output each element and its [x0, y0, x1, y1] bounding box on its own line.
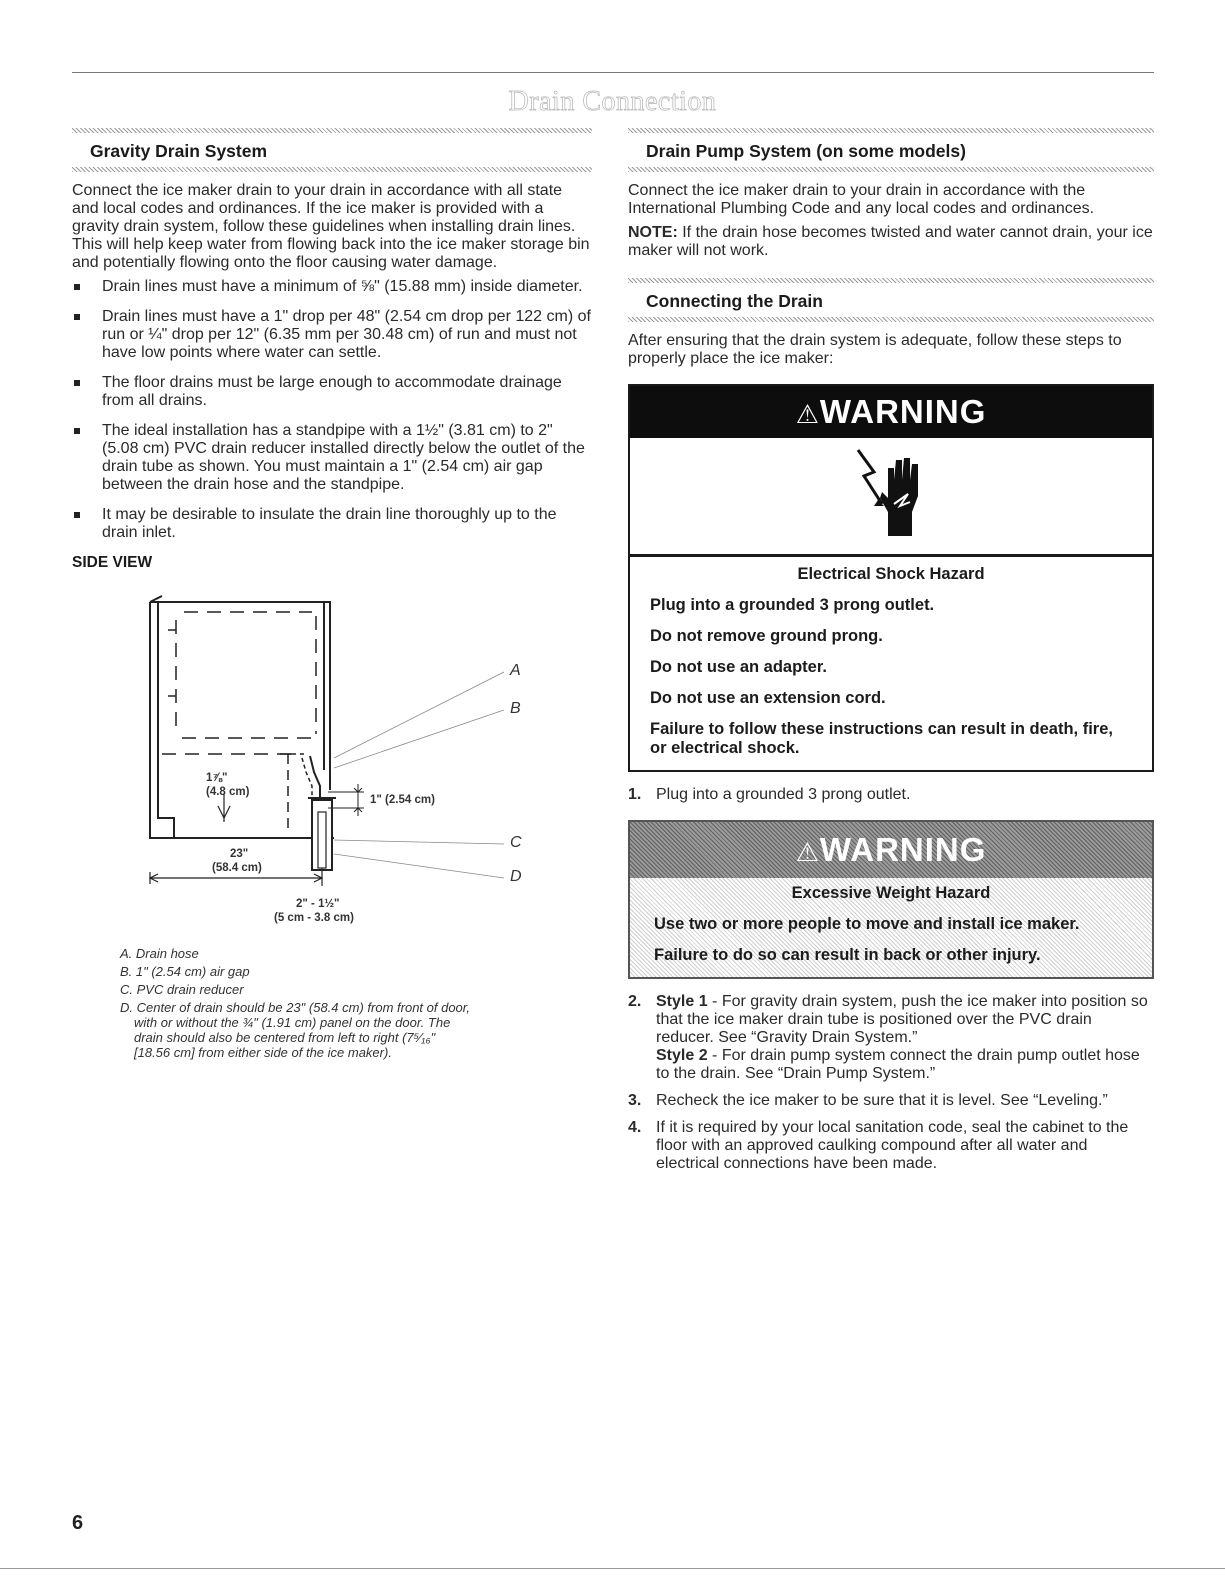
bullet-item — [72, 308, 592, 362]
section-rule — [72, 167, 592, 172]
drain-pump-intro: Connect the ice maker drain to your drain in accordance with the International Plumbing Code and any local codes and ordinances. — [628, 182, 1095, 217]
left-column — [72, 128, 592, 1063]
warning-line: Failure to follow these instructions can result in death, fire, or electrical shock. — [650, 720, 1113, 757]
gravity-drain-title: Gravity Drain System — [90, 141, 268, 161]
electrical-warning-box — [628, 384, 1154, 772]
note-text: If the drain hose becomes twisted and water cannot drain, your ice maker will not work. — [628, 224, 1153, 259]
dim-label: 23" — [230, 848, 249, 860]
bullet-text: The ideal installation has a standpipe with a 1½" (3.81 cm) to 2" (5.08 cm) PVC drain reducer installed directly below the outlet of the drain tube as shown. You must maintain a 1" (2.54 cm) air gap between the drain hose and the standpipe. — [102, 422, 585, 493]
warning-line: Do not use an extension cord. — [650, 689, 886, 707]
callout-letter: D — [510, 868, 522, 885]
step-text: If it is required by your local sanitation code, seal the cabinet to the floor with an approved caulking compound after all water and electrical connections have been made. — [656, 1119, 1129, 1172]
step-text: Recheck the ice maker to be sure that it is level. See “Leveling.” — [656, 1092, 1108, 1109]
callout-letter: A — [510, 662, 521, 679]
weight-warning-box — [628, 820, 1154, 979]
dim-label: (4.8 cm) — [206, 786, 250, 798]
bullet-square-icon — [74, 428, 80, 434]
warning-line: Plug into a grounded 3 prong outlet. — [650, 596, 935, 614]
bullet-square-icon — [74, 284, 80, 290]
step-item — [628, 786, 1154, 804]
bullet-item — [72, 422, 592, 494]
bullet-item — [72, 278, 592, 296]
right-column — [628, 128, 1154, 1182]
warning-line: Use two or more people to move and install ice maker. — [654, 915, 1080, 933]
gravity-bullets — [72, 278, 592, 542]
warning-line: Do not use an adapter. — [650, 658, 827, 676]
step-list — [628, 786, 1154, 804]
legend-item: drain should also be centered from left to right (7⁵⁄₁₆" — [134, 1030, 436, 1045]
style-label: Style 2 — [656, 1047, 708, 1064]
drain-pump-title: Drain Pump System (on some models) — [646, 141, 966, 161]
step-number: 4. — [628, 1119, 642, 1136]
electrical-shock-icon — [852, 446, 932, 546]
diagram-legend — [120, 946, 592, 1060]
bullet-text: It may be desirable to insulate the drain line thoroughly up to the drain inlet. — [102, 506, 557, 541]
warning-triangle-icon: ⚠ — [795, 399, 820, 429]
callout-letter: B — [510, 700, 521, 717]
dim-label: 1⅞" — [206, 772, 228, 784]
dim-label: (58.4 cm) — [212, 862, 262, 874]
dim-label: 1" (2.54 cm) — [370, 794, 435, 806]
hazard-title: Excessive Weight Hazard — [791, 884, 991, 902]
callout-letter: C — [510, 834, 522, 851]
step-number: 3. — [628, 1092, 642, 1109]
warning-line: Failure to do so can result in back or other injury. — [654, 946, 1041, 964]
side-view-diagram — [72, 572, 592, 942]
step-list — [628, 993, 1154, 1173]
step-number: 2. — [628, 993, 642, 1010]
warning-line: Do not remove ground prong. — [650, 627, 883, 645]
step-item — [628, 1119, 1154, 1173]
gravity-intro: Connect the ice maker drain to your drain in accordance with all state and local codes and ordinances. If the ice maker is provided with a gravity drain system, follow these guidelines when installing drain lines. This will help keep water from flowing back into the ice maker storage bin and potentially flowing onto the floor causing water damage. — [72, 182, 590, 271]
bullet-item — [72, 506, 592, 542]
bottom-rule — [0, 1568, 1225, 1569]
top-rule — [72, 72, 1154, 73]
note-label: NOTE: — [628, 224, 678, 241]
legend-item: B. 1" (2.54 cm) air gap — [120, 964, 250, 979]
side-view-drawing — [72, 572, 592, 942]
step-text: - For gravity drain system, push the ice maker into position so that the ice maker drain tube is positioned over the PVC drain reducer. See “Gravity Drain System.” — [656, 993, 1148, 1046]
shock-icon-row — [630, 438, 1152, 557]
connecting-drain-title: Connecting the Drain — [646, 291, 823, 311]
hazard-title: Electrical Shock Hazard — [797, 565, 985, 583]
bullet-item — [72, 374, 592, 410]
step-item — [628, 1092, 1154, 1110]
step-text: - For drain pump system connect the drain pump outlet hose to the drain. See “Drain Pump System.” — [656, 1047, 1140, 1082]
page-number: 6 — [72, 1512, 84, 1534]
step-text: Plug into a grounded 3 prong outlet. — [656, 786, 911, 803]
warning-content — [630, 557, 1152, 770]
bullet-text: Drain lines must have a minimum of ⅝" (15.88 mm) inside diameter. — [102, 278, 583, 295]
warning-triangle-icon: ⚠ — [795, 837, 820, 867]
bullet-text: Drain lines must have a 1" drop per 48" (2.54 cm drop per 122 cm) of run or ¼" drop per 12" (6.35 mm per 30.48 cm) of run and must not have low points where water can settle. — [102, 308, 591, 361]
legend-item: [18.56 cm] from either side of the ice maker). — [134, 1045, 392, 1060]
warning-content — [630, 878, 1152, 977]
step-item — [628, 993, 1154, 1083]
dim-label: (5 cm - 3.8 cm) — [274, 912, 354, 924]
note-paragraph — [628, 224, 1154, 260]
legend-item: A. Drain hose — [120, 946, 199, 961]
bullet-square-icon — [74, 512, 80, 518]
warning-banner-text: WARNING — [819, 393, 987, 430]
page-heading: Drain Connection — [508, 86, 717, 117]
dim-label: 2" - 1½" — [296, 898, 340, 910]
side-view-label: SIDE VIEW — [72, 554, 153, 571]
legend-item: with or without the ¾" (1.91 cm) panel on the door. The — [134, 1015, 451, 1030]
section-rule — [628, 317, 1154, 322]
step-number: 1. — [628, 786, 642, 803]
bullet-square-icon — [74, 380, 80, 386]
bullet-text: The floor drains must be large enough to accommodate drainage from all drains. — [102, 374, 562, 409]
warning-banner-text: WARNING — [819, 831, 987, 868]
style-label: Style 1 — [656, 993, 708, 1010]
bullet-square-icon — [74, 314, 80, 320]
legend-item: D. Center of drain should be 23" (58.4 cm) from front of door, — [120, 1000, 471, 1015]
legend-item: C. PVC drain reducer — [120, 982, 244, 997]
connecting-intro: After ensuring that the drain system is adequate, follow these steps to properly place the ice maker: — [628, 332, 1122, 367]
warning-banner — [630, 822, 1152, 878]
section-rule — [628, 167, 1154, 172]
warning-banner — [630, 386, 1152, 438]
